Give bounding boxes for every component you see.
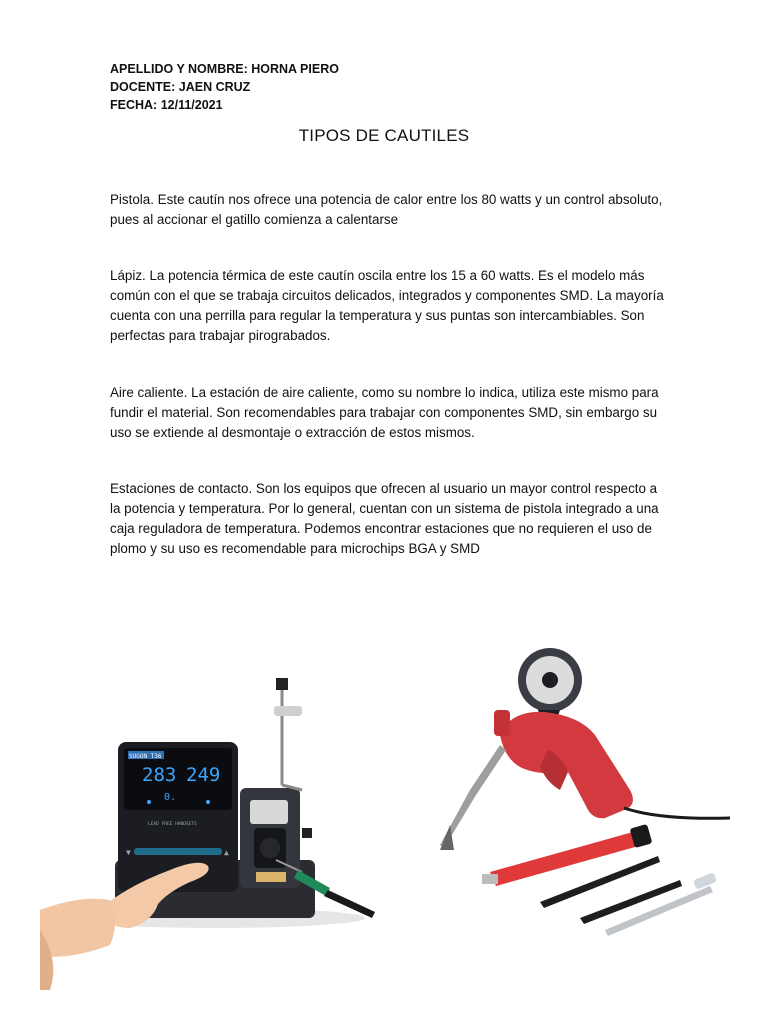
display-right-reading: 249 xyxy=(186,764,221,786)
station-bottom-label: LEAD FREE HANDSETS xyxy=(148,822,197,827)
triangle-up-icon: ▲ xyxy=(224,848,229,857)
date-line: FECHA: 12/11/2021 xyxy=(110,98,223,112)
display-dot-left xyxy=(147,800,151,804)
display-unit: 0. xyxy=(164,792,177,803)
display-left-reading: 283 xyxy=(142,764,177,786)
soldering-gun-kit-image xyxy=(410,640,740,940)
student-name-line: APELLIDO Y NOMBRE: HORNA PIERO xyxy=(110,62,339,76)
document-title: TIPOS DE CAUTILES xyxy=(298,126,470,145)
paragraph-lapiz: Lápiz. La potencia térmica de este cautín oscila entre los 15 a 60 watts. Es el modelo más común con el que se trabaja circuitos delicados, integrados y componentes SMD. La mayoría cuenta con una perrilla para regular la temperatura y sus puntas son intercambiables. Son perfectas para trabajar pirograbados. xyxy=(110,268,664,343)
soldering-station-image xyxy=(40,660,385,990)
station-brand: SUGON T36 xyxy=(129,753,162,760)
teacher-line: DOCENTE: JAEN CRUZ xyxy=(110,80,251,94)
paragraph-pistola: Pistola. Este cautín nos ofrece una potencia de calor entre los 80 watts y un control absoluto, pues al accionar el gatillo comienza a calentarse xyxy=(110,192,663,227)
student-header xyxy=(110,60,339,114)
display-dot-right xyxy=(206,800,210,804)
triangle-down-icon: ▼ xyxy=(126,848,131,857)
paragraph-aire-caliente: Aire caliente. La estación de aire caliente, como su nombre lo indica, utiliza este mismo para fundir el material. Son recomendables para trabajar con componentes SMD, sin embargo su uso se extiende al desmontaje o extracción de estos mismos. xyxy=(110,385,659,440)
paragraph-estaciones: Estaciones de contacto. Son los equipos que ofrecen al usuario un mayor control respecto a la potencia y temperatura. Por lo general, cuentan con un sistema de pistola integrado a una caja reguladora de temperatura. Podemos encontrar estaciones que no requieren el uso de plomo y su uso es recomendable para microchips BGA y SMD xyxy=(110,481,659,556)
